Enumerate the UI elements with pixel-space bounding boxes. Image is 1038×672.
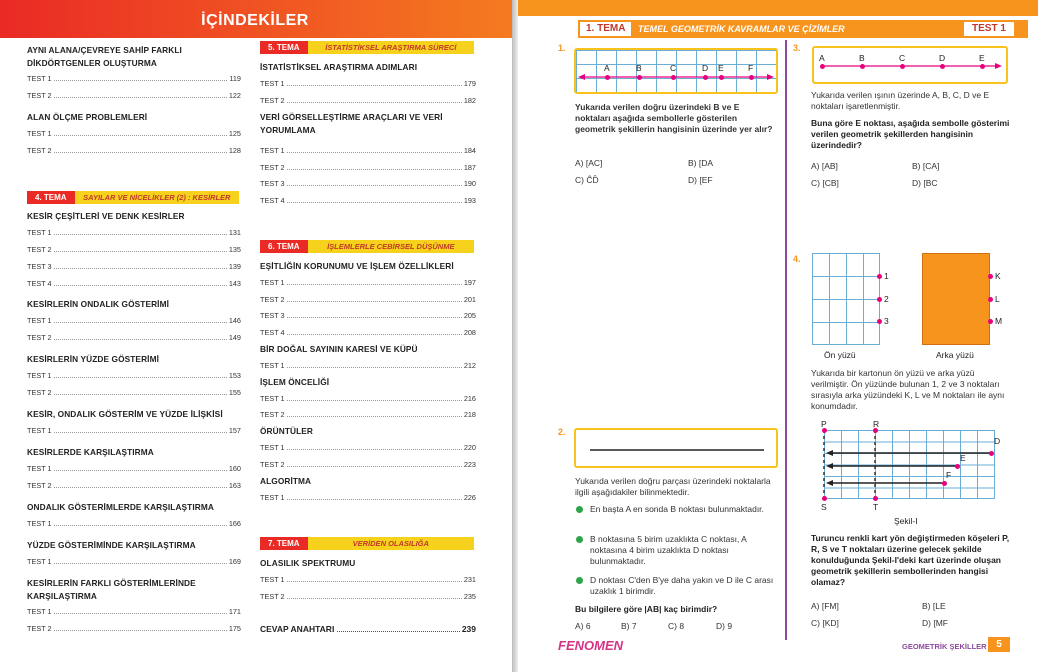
q4-option-a[interactable]: A) [FM] [811, 601, 839, 611]
contents-test-label: TEST 2 [260, 163, 285, 172]
contents-section-title[interactable] [27, 501, 241, 514]
contents-test-page: 160 [228, 464, 241, 473]
contents-section-title[interactable] [27, 539, 241, 552]
q4-front-label: Ön yüzü [824, 350, 856, 360]
contents-test-label: TEST 1 [27, 426, 52, 435]
q4-front-point [877, 274, 882, 279]
q2-option-a[interactable]: A) 6 [575, 621, 591, 631]
q2-question: Bu bilgilere göre |AB| kaç birimdir? [575, 604, 718, 614]
contents-test-page: 169 [228, 557, 241, 566]
page-footer-title: GEOMETRİK ŞEKİLLER [902, 642, 987, 651]
contents-section-title[interactable] [27, 446, 241, 459]
contents-test-label: TEST 2 [260, 295, 285, 304]
contents-test-entry[interactable] [27, 262, 241, 272]
contents-test-label: TEST 1 [260, 394, 285, 403]
contents-test-page: 135 [228, 245, 241, 254]
q1-point-label: C [670, 63, 677, 73]
q1-point-label: B [636, 63, 642, 73]
contents-test-entry[interactable] [260, 278, 476, 288]
answer-key-entry[interactable] [260, 623, 476, 635]
q4-back-point [988, 297, 993, 302]
contents-test-entry[interactable] [260, 96, 476, 106]
contents-test-label: TEST 1 [27, 74, 52, 83]
contents-section-line: ALAN ÖLÇME PROBLEMLERİ [27, 112, 148, 122]
contents-test-page: 143 [228, 279, 241, 288]
contents-test-entry[interactable] [260, 146, 476, 156]
contents-section-line: KESİRLERİN FARKLI GÖSTERİMLERİNDE [27, 578, 196, 588]
contents-test-page: 122 [228, 91, 241, 100]
contents-section-line: KARŞILAŞTIRMA [27, 591, 97, 601]
contents-test-page: 235 [463, 592, 476, 601]
contents-test-entry[interactable] [260, 410, 476, 420]
column-divider [785, 40, 787, 640]
contents-section-title[interactable] [27, 298, 241, 311]
q1-point-d [703, 75, 708, 80]
contents-test-page: 119 [229, 74, 241, 83]
contents-test-label: TEST 3 [27, 262, 52, 271]
tema-number: 5. TEMA [260, 41, 308, 54]
contents-test-page: 128 [228, 146, 241, 155]
contents-test-page: 205 [463, 311, 476, 320]
contents-test-page: 171 [228, 607, 241, 616]
contents-test-entry[interactable] [260, 79, 476, 89]
contents-test-label: TEST 1 [260, 278, 285, 287]
contents-section-line: VERİ GÖRSELLEŞTİRME ARAÇLARI VE VERİ [260, 112, 443, 122]
contents-test-label: TEST 1 [260, 493, 285, 502]
contents-test-page: 226 [463, 493, 476, 502]
contents-test-label: TEST 2 [27, 481, 52, 490]
contents-test-label: TEST 2 [260, 592, 285, 601]
contents-test-label: TEST 4 [260, 196, 285, 205]
q4-grid-point [989, 451, 994, 456]
q1-option-c[interactable]: C) ĈD̂ [575, 175, 599, 185]
contents-tema-header[interactable] [27, 191, 239, 204]
q4-grid-point [873, 496, 878, 501]
q4-figure-lines [818, 425, 1018, 505]
tema-number: 6. TEMA [260, 240, 308, 253]
contents-test-label: TEST 1 [27, 129, 52, 138]
contents-test-entry[interactable] [260, 311, 476, 321]
contents-test-entry[interactable] [260, 394, 476, 404]
contents-test-page: 163 [228, 481, 241, 490]
contents-test-entry[interactable] [27, 74, 241, 84]
contents-test-label: TEST 1 [27, 228, 52, 237]
contents-test-entry[interactable] [260, 328, 476, 338]
q4-front-point-label: 3 [884, 316, 889, 326]
q4-back-label: Arka yüzü [936, 350, 974, 360]
contents-test-page: 187 [463, 163, 476, 172]
contents-test-page: 125 [228, 129, 241, 138]
contents-test-page: 157 [228, 426, 241, 435]
q4-grid-point-label: S [821, 502, 827, 512]
q3-point-c [900, 64, 905, 69]
contents-test-page: 131 [228, 228, 241, 237]
contents-section-title[interactable] [260, 260, 476, 273]
contents-test-label: TEST 2 [27, 624, 52, 633]
contents-section-title[interactable] [260, 61, 476, 74]
q3-point-label: D [939, 53, 946, 63]
q1-option-b[interactable]: B) [DA [688, 158, 714, 168]
contents-test-entry[interactable] [27, 129, 241, 139]
q3-point-a [820, 64, 825, 69]
contents-section-line: KESİRLERİN ONDALIK GÖSTERİMİ [27, 299, 170, 309]
contents-test-page: 218 [463, 410, 476, 419]
q2-option-b[interactable]: B) 7 [621, 621, 637, 631]
contents-test-label: TEST 1 [27, 519, 52, 528]
q4-back-card [922, 253, 990, 345]
q3-point-label: B [859, 53, 865, 63]
contents-test-label: TEST 1 [260, 146, 285, 155]
contents-test-label: TEST 2 [260, 460, 285, 469]
contents-section-line: KESİR ÇEŞİTLERİ VE DENK KESİRLER [27, 211, 185, 221]
q4-text: Yukarıda bir kartonun ön yüzü ve arka yüzü verilmiştir. Ön yüzünde bulunan 1, 2 ve 3 noktaları sırasıyla arka yüzündeki K, L ve M noktaları ile aynı konumdadır. [811, 368, 1005, 411]
contents-test-page: 193 [463, 196, 476, 205]
q4-front-point-label: 1 [884, 271, 889, 281]
q3-point-d [940, 64, 945, 69]
contents-test-label: TEST 4 [260, 328, 285, 337]
contents-test-page: 153 [228, 371, 241, 380]
contents-test-label: TEST 1 [260, 575, 285, 584]
q2-bullet-3: D noktası C'den B'ye daha yakın ve D ile C arası uzaklık 1 birimdir. [590, 575, 774, 596]
contents-test-page: 223 [463, 460, 476, 469]
q3-point-label: C [899, 53, 906, 63]
contents-test-entry[interactable] [27, 519, 241, 529]
left-page-contents [0, 0, 512, 672]
tema-title: TEMEL GEOMETRİK KAVRAMLAR VE ÇİZİMLER [638, 24, 845, 34]
tema-number: 7. TEMA [260, 537, 308, 550]
q1-text: Yukarıda verilen doğru üzerindeki B ve E noktaları aşağıda sembollerle gösterilen geometrik şekillerin hangisinin üzerinde yer alır? [575, 102, 773, 134]
contents-section-title[interactable] [27, 111, 241, 124]
contents-tema-header[interactable] [260, 240, 474, 253]
contents-test-label: TEST 1 [27, 371, 52, 380]
contents-test-label: TEST 1 [260, 79, 285, 88]
q4-back-point-label: L [995, 294, 1000, 304]
q4-grid-point [822, 496, 827, 501]
contents-test-entry[interactable] [260, 196, 476, 206]
tema-name: VERİDEN OLASILIĞA [308, 537, 474, 550]
contents-test-entry[interactable] [27, 481, 241, 491]
contents-section-title[interactable] [260, 425, 476, 438]
contents-test-page: 220 [463, 443, 476, 452]
contents-section-title[interactable] [260, 111, 476, 137]
q2-segment-figure [574, 428, 778, 468]
tema-name: İŞLEMLERLE CEBİRSEL DÜŞÜNME [308, 240, 474, 253]
contents-section-line: DİKDÖRTGENLER OLUŞTURMA [27, 58, 157, 68]
contents-test-label: TEST 1 [27, 557, 52, 566]
q4-front-card [812, 253, 880, 345]
q4-grid-point-label: R [873, 419, 880, 429]
contents-section-title[interactable] [260, 475, 476, 488]
contents-test-entry[interactable] [27, 426, 241, 436]
contents-section-line: KESİR, ONDALIK GÖSTERİM VE YÜZDE İLİŞKİSİ [27, 409, 223, 419]
q3-ray-figure [812, 46, 1008, 84]
q1-point-e [719, 75, 724, 80]
contents-test-entry[interactable] [260, 179, 476, 189]
contents-test-entry[interactable] [27, 607, 241, 617]
q2-option-c[interactable]: C) 8 [668, 621, 685, 631]
contents-test-label: TEST 1 [27, 607, 52, 616]
contents-test-page: 179 [463, 79, 476, 88]
contents-test-entry[interactable] [27, 245, 241, 255]
page-number: 5 [988, 637, 1010, 652]
contents-section-line: BİR DOĞAL SAYININ KARESİ VE KÜPÜ [260, 344, 418, 354]
contents-test-entry[interactable] [27, 388, 241, 398]
q2-option-d[interactable]: D) 9 [716, 621, 733, 631]
q2-bullet-2: B noktasına 5 birim uzaklıkta C noktası, A noktasına 4 birim uzaklıkta D noktası bulunmaktadır. [590, 534, 747, 566]
q1-point-label: A [604, 63, 610, 73]
q2-intro: Yukarıda verilen doğru parçası üzerindeki noktalarla ilgili aşağıdakiler bilinmektedir. [575, 476, 771, 497]
contents-test-page: 166 [228, 519, 241, 528]
contents-test-label: TEST 3 [260, 179, 285, 188]
contents-test-entry[interactable] [260, 361, 476, 371]
contents-section-title[interactable] [260, 376, 476, 389]
q1-point-c [671, 75, 676, 80]
q3-option-b[interactable]: B) [CA] [912, 161, 940, 171]
q4-front-point [877, 297, 882, 302]
q3-point-e [980, 64, 985, 69]
q1-option-a[interactable]: A) [AC] [575, 158, 603, 168]
contents-tema-header[interactable] [260, 41, 474, 54]
contents-section-title[interactable] [27, 408, 241, 421]
contents-test-label: TEST 2 [27, 245, 52, 254]
q2-bullet-1: En başta A en sonda B noktası bulunmaktadır. [590, 504, 764, 514]
contents-test-entry[interactable] [27, 333, 241, 343]
q1-point-f [749, 75, 754, 80]
contents-test-label: TEST 2 [260, 96, 285, 105]
q4-question: Turuncu renkli kart yön değiştirmeden köşeleri P, R, S ve T noktaları üzerine gelecek şekilde konulduğunda Şekil-I'deki kart üzerinde oluşan geometrik şekillerin sembollerinden hangisi olamaz? [811, 533, 1010, 587]
contents-section-title[interactable] [27, 577, 241, 603]
contents-test-entry[interactable] [260, 460, 476, 470]
q4-grid-point-label: T [873, 502, 879, 512]
contents-test-label: TEST 2 [27, 388, 52, 397]
contents-section-title[interactable] [27, 353, 241, 366]
q3-point-label: A [819, 53, 825, 63]
q1-point-a [605, 75, 610, 80]
contents-test-entry[interactable] [260, 575, 476, 585]
q1-option-d[interactable]: D) [EF [688, 175, 713, 185]
contents-test-label: TEST 4 [27, 279, 52, 288]
contents-test-entry[interactable] [27, 91, 241, 101]
q1-point-b [637, 75, 642, 80]
contents-section-line: KESİRLERİN YÜZDE GÖSTERİMİ [27, 354, 159, 364]
q3-option-c[interactable]: C) [CB] [811, 178, 839, 188]
contents-test-entry[interactable] [260, 295, 476, 305]
contents-section-title[interactable] [260, 557, 476, 570]
contents-test-entry[interactable] [260, 493, 476, 503]
contents-test-page: 216 [463, 394, 476, 403]
right-page-test [518, 0, 1038, 672]
contents-test-label: TEST 1 [27, 316, 52, 325]
contents-section-line: ALGORİTMA [260, 476, 312, 486]
contents-section-title[interactable] [27, 44, 241, 70]
contents-test-entry[interactable] [27, 464, 241, 474]
contents-section-line: ÖRÜNTÜLER [260, 426, 313, 436]
contents-section-line: ONDALIK GÖSTERİMLERDE KARŞILAŞTIRMA [27, 502, 214, 512]
contents-test-page: 184 [463, 146, 476, 155]
brand-logo: FENOMEN [558, 638, 623, 653]
contents-test-page: 212 [463, 361, 476, 370]
contents-test-page: 146 [228, 316, 241, 325]
contents-section-line: İSTATİSTİKSEL ARAŞTIRMA ADIMLARI [260, 62, 418, 72]
contents-section-line: AYNI ALANA/ÇEVREYE SAHİP FARKLI [27, 45, 182, 55]
q3-option-a[interactable]: A) [AB] [811, 161, 838, 171]
contents-test-label: TEST 1 [260, 361, 285, 370]
q4-back-point-label: K [995, 271, 1001, 281]
q4-option-b[interactable]: B) [LE [922, 601, 946, 611]
q4-grid-point [942, 481, 947, 486]
q4-front-point-label: 2 [884, 294, 889, 304]
contents-tema-header[interactable] [260, 537, 474, 550]
q4-grid-point-label: F [946, 470, 952, 480]
contents-section-line: YÜZDE GÖSTERİMİNDE KARŞILAŞTIRMA [27, 540, 196, 550]
q2-bullet-icon-2 [576, 536, 583, 543]
contents-test-page: 149 [228, 333, 241, 342]
contents-test-page: 182 [463, 96, 476, 105]
q4-option-c[interactable]: C) [KD] [811, 618, 839, 628]
q4-back-point [988, 274, 993, 279]
contents-test-page: 201 [463, 295, 476, 304]
contents-test-page: 175 [228, 624, 241, 633]
contents-test-page: 197 [463, 278, 476, 287]
contents-section-line: KESİRLERDE KARŞILAŞTIRMA [27, 447, 154, 457]
test-header-band [518, 0, 1038, 16]
contents-test-label: TEST 2 [27, 146, 52, 155]
contents-test-entry[interactable] [27, 146, 241, 156]
q1-point-label: E [718, 63, 724, 73]
q4-back-point-label: M [995, 316, 1003, 326]
contents-test-entry[interactable] [27, 624, 241, 634]
contents-section-title[interactable] [260, 343, 476, 356]
contents-test-label: TEST 3 [260, 311, 285, 320]
contents-test-label: TEST 2 [27, 91, 52, 100]
contents-section-line: OLASILIK SPEKTRUMU [260, 558, 356, 568]
q4-grid-point-label: D [994, 436, 1001, 446]
q3-point-b [860, 64, 865, 69]
q3-question: Buna göre E noktası, aşağıda sembolle gösterimi verilen geometrik şekillerden hangisinin üzerindedir? [811, 118, 1010, 150]
contents-section-title[interactable] [27, 210, 241, 223]
contents-test-label: TEST 1 [260, 443, 285, 452]
contents-test-page: 231 [463, 575, 476, 584]
contents-test-label: TEST 2 [260, 410, 285, 419]
question-1-number: 1. [558, 43, 566, 53]
contents-test-entry[interactable] [27, 371, 241, 381]
contents-test-page: 208 [463, 328, 476, 337]
answer-key-label: CEVAP ANAHTARI [260, 624, 335, 634]
q4-figure-label: Şekil-I [894, 516, 918, 526]
contents-section-line: İŞLEM ÖNCELİĞİ [260, 377, 330, 387]
tema-name: İSTATİSTİKSEL ARAŞTIRMA SÜRECİ [308, 41, 474, 54]
test-badge: TEST 1 [964, 22, 1014, 36]
tema-badge: 1. TEMA [580, 22, 631, 36]
q4-grid-point-label: E [960, 453, 966, 463]
contents-test-page: 139 [228, 262, 241, 271]
contents-test-page: 190 [463, 179, 476, 188]
contents-section-line: EŞİTLİĞİN KORUNUMU VE İŞLEM ÖZELLİKLERİ [260, 261, 454, 271]
q4-option-d[interactable]: D) [MF [922, 618, 948, 628]
contents-test-entry[interactable] [260, 592, 476, 602]
q3-text: Yukarıda verilen ışının üzerinde A, B, C, D ve E noktaları işaretlenmiştir. [811, 90, 990, 111]
question-2-number: 2. [558, 427, 566, 437]
q2-bullet-icon-1 [576, 506, 583, 513]
q1-point-label: F [748, 63, 754, 73]
contents-test-entry[interactable] [260, 443, 476, 453]
tema-name: SAYILAR VE NİCELİKLER (2) : KESİRLER [75, 191, 239, 204]
contents-test-entry[interactable] [260, 163, 476, 173]
tema-number: 4. TEMA [27, 191, 75, 204]
contents-test-entry[interactable] [27, 557, 241, 567]
q3-option-d[interactable]: D) [BC [912, 178, 938, 188]
q4-grid-point-label: P [821, 419, 827, 429]
contents-test-entry[interactable] [27, 279, 241, 289]
contents-test-entry[interactable] [27, 316, 241, 326]
q4-back-point [988, 319, 993, 324]
contents-test-label: TEST 2 [27, 333, 52, 342]
q4-grid-point [955, 464, 960, 469]
contents-title: İÇİNDEKİLER [201, 12, 309, 29]
question-4-number: 4. [793, 254, 801, 264]
contents-test-page: 155 [228, 388, 241, 397]
q4-front-point [877, 319, 882, 324]
q2-bullet-icon-3 [576, 577, 583, 584]
question-3-number: 3. [793, 43, 801, 53]
contents-section-line: YORUMLAMA [260, 125, 316, 135]
answer-key-page: 239 [461, 624, 476, 634]
q3-point-label: E [979, 53, 985, 63]
contents-test-entry[interactable] [27, 228, 241, 238]
q1-point-label: D [702, 63, 709, 73]
contents-test-label: TEST 1 [27, 464, 52, 473]
